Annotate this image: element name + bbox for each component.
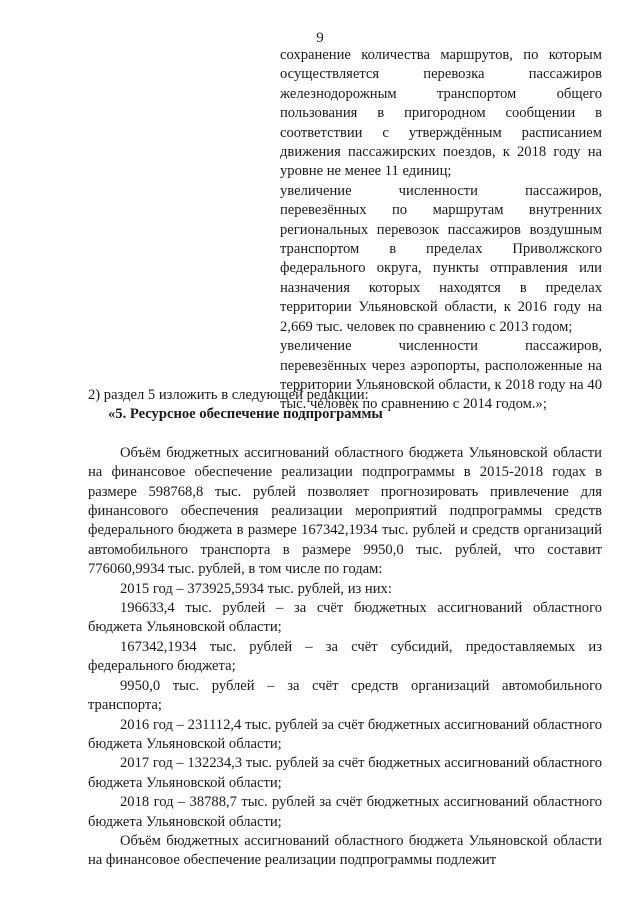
paragraph: 2018 год – 38788,7 тыс. рублей за счёт бюджетных ассигнований областного бюджета Ульяновской области; <box>88 794 602 830</box>
paragraph: 196633,4 тыс. рублей – за счёт бюджетных ассигнований областного бюджета Ульяновской области; <box>88 600 602 636</box>
section-title: «5. Ресурсное обеспечение подпрограммы <box>108 406 383 423</box>
paragraph: 2016 год – 231112,4 тыс. рублей за счёт бюджетных ассигнований областного бюджета Ульяновской области; <box>88 716 602 752</box>
paragraph: 167342,1934 тыс. рублей – за счёт субсидий, предоставляемых из федерального бюджета; <box>88 638 602 675</box>
paragraph: 2015 год – 373925,5934 тыс. рублей, из них: <box>120 580 392 597</box>
list-item: сохранение количества маршрутов, по которым осуществляется перевозка пассажиров железнодорожным транспортом общего пользования в пригородном сообщении в соответствии с утверждённым расписанием движения пассажирских поездов, к 2018 году на уровне не менее 11 единиц; <box>280 47 602 180</box>
list-item: увеличение численности пассажиров, перевезённых через аэропорты, расположенные на территории Ульяновской области, к 2018 году на 40 тыс. человек по сравнению с 2014 годом.»; <box>280 338 602 413</box>
amendment-item: 2) раздел 5 изложить в следующей редакции: <box>88 387 369 403</box>
paragraph: Объём бюджетных ассигнований областного бюджета Ульяновской области на финансовое обеспечение реализации подпрограммы в 2015-2018 годах в размере 598768,8 тыс. рублей позволяет прогнозировать привлечение для финансового обеспечения реализации мероприятий подпрограммы средств федерального бюджета в размере 167342,1934 тыс. рублей и средств организаций автомобильного транспорта в размере 9950,0 тыс. рублей, что составит 776060,9934 тыс. рублей, в том числе по годам: <box>88 444 602 578</box>
page-number: 9 <box>316 30 324 46</box>
list-item: увеличение численности пассажиров, перевезённых по маршрутам внутренних региональных перевозок пассажиров воздушным транспортом в пределах Приволжского федерального округа, пункты отправления или назначения которых находятся в пределах территории Ульяновской области, к 2016 году на 2,669 тыс. человек по сравнению с 2013 годом; <box>280 182 602 335</box>
paragraph: 9950,0 тыс. рублей – за счёт средств организаций автомобильного транспорта; <box>88 677 602 714</box>
paragraph: Объём бюджетных ассигнований областного бюджета Ульяновской области на финансовое обеспечение реализации подпрограммы подлежит <box>88 832 602 869</box>
body-text <box>88 386 602 871</box>
right-column-block <box>280 46 602 415</box>
paragraph: 2017 год – 132234,3 тыс. рублей за счёт бюджетных ассигнований областного бюджета Ульяновской области; <box>88 755 602 791</box>
